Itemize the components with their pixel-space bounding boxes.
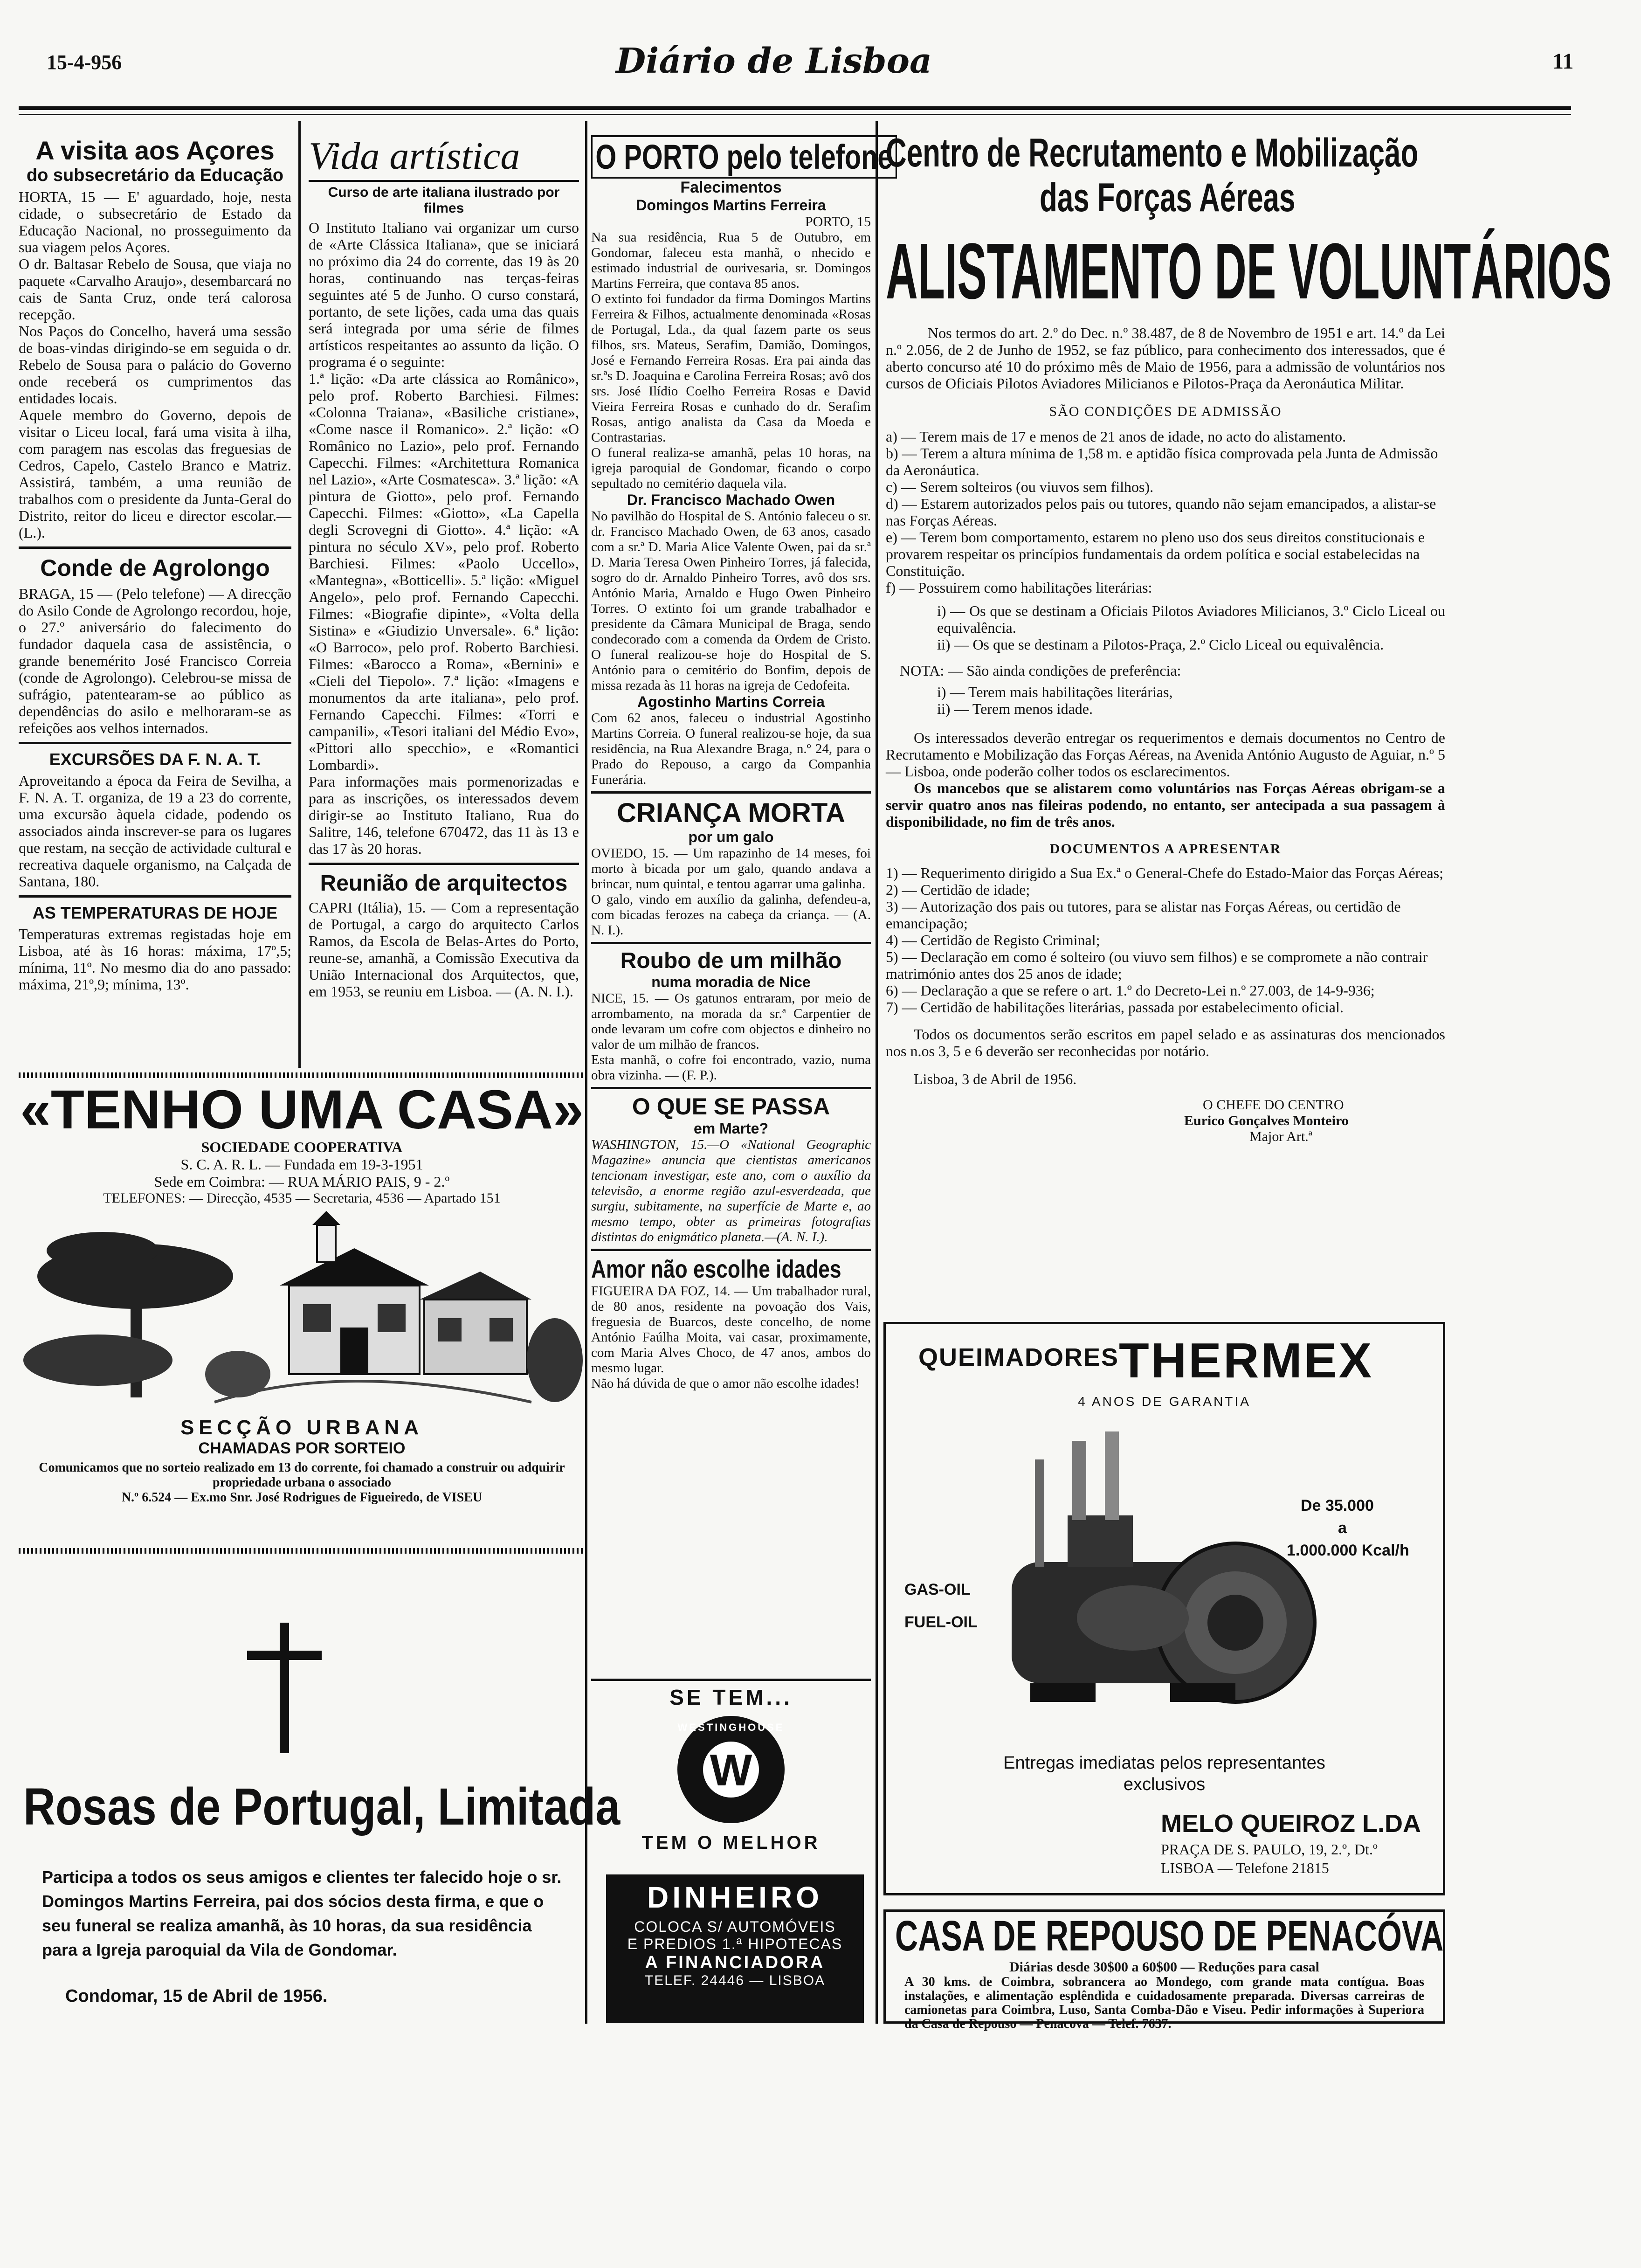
column-1 [19,135,291,993]
thermex-address: LISBOA — Telefone 21815 [1161,1860,1329,1876]
obituary-name: Agostinho Martins Correia [637,693,825,710]
masthead-rule-thin [19,114,1571,115]
vida-paragraph: O Instituto Italiano vai organizar um curso de «Arte Clássica Italiana», que se iniciará no próximo dia 24 do corrente, das 19 às 20 horas, continuando nas terças-feiras seguintes até 5 de Junho. O curso constará, portanto, de sete lições, cada uma das quais será integrada por uma série de filmes artísticos respeitantes ao assunto da lição. O programa é o seguinte: [309,219,579,370]
azores-paragraph: Aquele membro do Governo, depois de visitar o Liceu local, fará uma visita à ilha, com paragem nas escolas das freguesias de Cedros, Capelo, Castelo Branco e Matriz. Assistirá, também, a uma reunião de trabalhos com o presidente da Junta-Geral do Distrito, reitor do liceu e director escolar.—(L.). [19,407,291,541]
recruit-title: Centro de Recrutamento e Mobilização [886,131,1419,175]
penacova-title: CASA DE REPOUSO DE PENACÓVA [895,1912,1444,1960]
arquitectos-paragraph: CAPRI (Itália), 15. — Com a representação de Portugal, a cargo do arquitecto Carlos Ramos, da Escola de Belas-Artes do Porto, reune-se, amanhã, a Comissão Executiva da União Internacional dos Arquitectos, que, em 1953, se reuniu em Lisboa. — (A. N. I.). [309,899,579,1000]
column-2 [309,135,579,1000]
obituary-name: Domingos Martins Ferreira [636,197,826,214]
westinghouse-advert [591,1679,871,1865]
issue-date: 15-4-956 [47,51,122,74]
conditions-list [886,428,1445,596]
porto-headline: O PORTO pelo telefone [591,135,897,179]
dinheiro-line: E PREDIOS 1.ª HIPOTECAS [627,1936,843,1952]
thermex-firm: MELO QUEIROZ L.DA [1161,1810,1421,1838]
azores-paragraph: O dr. Baltasar Rebelo de Sousa, que viaja no paquete «Carvalho Araujo», desembarcará no cais de Santa Cruz, onde terá calorosa recepção. [19,256,291,323]
westinghouse-top: SE TEM... [669,1685,793,1709]
westinghouse-logo [677,1716,785,1823]
obituary-paragraph: O extinto foi fundador da firma Domingos Martins Ferreira & Filhos, actualmente denominada «Rosas de Portugal, Lda., da qual fazem parte os seus filhos, srs. Mateus, Serafim, Damião, Domingos, José e Fernando Ferreira Rosas. Era pai ainda das sr.ªs D. Joaquina e Carolina Ferreira Rosas; avô dos srs. José Ilídio Coelho Ferreira Rosas e David Vieira Ferreira Rosas e cunhado do dr. Serafim Rosas, antigo analista da Casa da Moeda e Contrastarias. [591,291,871,445]
column-rule [298,121,301,1068]
recruit-paragraph: Os interessados deverão entregar os requerimentos e demais documentos no Centro de Recrutamento e Mobilização das Forças Aéreas, na Avenida António Augusto de Aguiar, n.º 5 — Lisboa, onde poderão colher todos os esclarecimentos. [886,729,1445,780]
penacova-advert [883,1909,1445,2031]
casa-line: Sede em Coimbra: — RUA MÁRIO PAIS, 9 - 2.º [154,1173,450,1190]
thermex-range-3: 1.000.000 Kcal/h [1287,1542,1409,1559]
roubo-paragraph: Esta manhã, o cofre foi encontrado, vazio, numa obra vizinha. — (F. P.). [591,1052,871,1083]
thermex-fuel: FUEL-OIL [904,1613,978,1631]
amor-paragraph: Não há dúvida de que o amor não escolhe idades! [591,1376,860,1391]
ad-border [19,1072,585,1078]
casa-title: «TENHO UMA CASA» [20,1079,584,1141]
roubo-headline: Roubo de um milhão [620,948,842,973]
page-number: 11 [1552,49,1574,74]
cross-icon [280,1623,289,1753]
document-item: 7) — Certidão de habilitações literárias, passada por estabelecimento oficial. [886,999,1344,1016]
porto-subheadline: Falecimentos [680,179,782,196]
column-rule [585,121,587,2024]
document-item: 3) — Autorização dos pais ou tutores, para se alistar nas Forças Aéreas, ou certidão de emancipação; [886,898,1401,932]
cross-icon-bar [247,1651,322,1660]
thermex-exclusivos: exclusivos [1123,1775,1206,1794]
document-item: 4) — Certidão de Registo Criminal; [886,932,1100,948]
thermex-guarantee: 4 ANOS DE GARANTIA [1078,1394,1251,1409]
condition-item: f) — Possuirem como habilitações literárias: [886,579,1152,596]
thermex-address: PRAÇA DE S. PAULO, 19, 2.º, Dt.º [1161,1841,1378,1858]
column-rule [876,121,878,2024]
casa-society: SOCIEDADE COOPERATIVA [201,1139,403,1155]
penacova-body: A 30 kms. de Coimbra, sobrancera ao Mondego, com grande mata contígua. Boas instalações, e alimentação esplêndida e cuidadosamente preparada. Diversas carreiras de camionetas para Coimbra, Luso, Santa Comba-Dão e Viseu. Pedir informações à Superiora da Casa de Repouso — Penacova — Telef. 7637. [904,1975,1424,2031]
marte-headline: O QUE SE PASSA [632,1093,830,1120]
recruit-big-title: ALISTAMENTO DE VOLUNTÁRIOS [886,227,1612,316]
azores-headline: A visita aos Açores [35,136,275,165]
documents-list [886,864,1445,1016]
casa-associate: N.º 6.524 — Ex.mo Snr. José Rodrigues de Figueiredo, de VISEU [121,1490,483,1505]
vida-subheadline: Curso de arte italiana ilustrado por filmes [328,185,560,216]
arquitectos-headline: Reunião de arquitectos [320,871,568,896]
rosas-notice [19,1548,621,2024]
vida-paragraph: Para informações mais pormenorizadas e para as inscrições, os interessados devem dirigir-se ao Instituto Italiano, Rua do Salitre, 146, telefone 670472, das 11 às 13 e das 17 às 20 horas. [309,773,579,857]
casa-section: SECÇÃO URBANA [180,1416,424,1439]
burner-illustration [993,1422,1347,1749]
crianca-paragraph: OVIEDO, 15. — Um rapazinho de 14 meses, foi morto à bicada por um galo, quando andava a brincar, num quintal, e tentou agarrar uma galinha. [591,846,871,892]
thermex-range-1: De 35.000 [1301,1497,1374,1514]
preference-note: NOTA: — São ainda condições de preferência: [900,662,1181,679]
thermex-gas: GAS-OIL [904,1581,971,1598]
westinghouse-bottom: TEM O MELHOR [641,1832,820,1853]
document-item: 1) — Requerimento dirigido a Sua Ex.ª o General-Chefe do Estado-Maior das Forças Aéreas; [886,864,1444,881]
dinheiro-advert [606,1874,864,2023]
crianca-subheadline: por um galo [688,829,774,845]
masthead-rule [19,106,1571,110]
documents-title: DOCUMENTOS A APRESENTAR [1049,841,1282,857]
column-3 [591,135,893,1391]
recruit-chief: O CHEFE DO CENTRO [1203,1097,1344,1113]
recruit-chief-rank: Major Art.ª [1249,1129,1312,1144]
conde-headline: Conde de Agrolongo [40,555,270,581]
condition-sub-item: i) — Os que se destinam a Oficiais Pilotos Aviadores Milicianos, 3.º Ciclo Liceal ou equivalência. [937,602,1445,636]
preference-item: ii) — Terem menos idade. [937,700,1093,717]
temperaturas-paragraph: Temperaturas extremas registadas hoje em Lisboa, até às 16 horas: máxima, 17º,5; mínima, 11º. No mesmo dia do ano passado: máxima, 21º,9; mínima, 13º. [19,926,291,993]
obituary-paragraph: O funeral realiza-se amanhã, pelas 10 horas, na igreja paroquial de Gondomar, ficando o corpo sepultado no cemitério daquela vila. [591,445,871,491]
westinghouse-emblem: W [710,1745,752,1795]
westinghouse-brand: WESTINGHOUSE [677,1722,785,1733]
condition-item: e) — Terem bom comportamento, estarem no pleno uso dos seus direitos constitucionais e provarem respeitar os princípios fundamentais da ordem política e social estabelecidas na Constituição. [886,529,1425,579]
azores-paragraph: HORTA, 15 — E' aguardado, hoje, nesta cidade, o subsecretário de Estado da Educação Nacional, no prosseguimento da sua viagem pelos Açores. [19,188,291,256]
amor-headline: Amor não escolhe idades [591,1255,841,1283]
rosas-title: Rosas de Portugal, Limitada [23,1777,621,1836]
amor-paragraph: FIGUEIRA DA FOZ, 14. — Um trabalhador rural, de 80 anos, residente na povoação dos Vais, freguesia de Buarcos, deste concelho, de nome António Faúlha Moita, vai casar, proximamente, com Maria Alves Choco, de 47 anos, ambos do mesmo lugar. [591,1284,871,1376]
recruit-final-paragraph: Todos os documentos serão escritos em papel selado e as assinaturas dos mencionados nos n.os 3, 5 e 6 deverão ser reconhecidas por notário. [886,1026,1445,1059]
document-item: 2) — Certidão de idade; [886,881,1030,898]
vida-headline: Vida artística [309,134,520,178]
roubo-paragraph: NICE, 15. — Os gatunos entraram, por meio de arrombamento, na morada da sr.ª Carpentier de onde levaram um cofre com objectos e dinheiro no valor de um milhão de francos. [591,991,871,1052]
obituary-paragraph: Na sua residência, Rua 5 de Outubro, em Gondomar, faleceu esta manhã, o nhecido e estimado industrial de ourivesaria, sr. Domingos Martins Ferreira, que contava 85 anos. [591,230,871,291]
thermex-entregas: Entregas imediatas pelos representantes [1003,1753,1325,1773]
recruit-chief-name: Eurico Gonçalves Monteiro [1184,1113,1349,1128]
dinheiro-company: A FINANCIADORA [645,1953,825,1972]
notice-border [19,1548,585,1554]
recruitment-notice [886,131,1612,1145]
condition-item: c) — Serem solteiros (ou viuvos sem filhos). [886,478,1154,495]
condition-item: d) — Estarem autorizados pelos pais ou tutores, quando não sejam emancipados, a alistar-se nas Forças Aéreas. [886,495,1436,529]
preference-item: i) — Terem mais habilitações literárias, [937,684,1173,700]
azores-paragraph: Nos Paços do Concelho, haverá uma sessão de boas-vindas dirigindo-se em seguida o dr. Rebelo de Sousa para o palácio do Governo onde receberá os cumprimentos das entidades locais. [19,323,291,407]
document-item: 5) — Declaração em como é solteiro (ou viuvo sem filhos) e se compromete a não contrair matrimónio antes dos 25 anos de idade; [886,948,1428,982]
casa-chamadas: CHAMADAS POR SORTEIO [198,1439,406,1457]
conde-paragraph: BRAGA, 15 — (Pelo telefone) — A direcção do Asilo Conde de Agrolongo recordou, hoje, o 27.º aniversário do falecimento do fundador daquela casa de assistência, o grande benemérito José Francisco Correia (conde de Agrolongo). Celebrou-se missa de sufrágio, patentearam-se ao público as dependências do asilo e melhoraram-se as refeições aos velhos internados. [19,585,291,736]
thermex-advert [883,1322,1445,1895]
excursoes-headline: EXCURSÕES DA F. N. A. T. [49,750,261,769]
recruit-place-date: Lisboa, 3 de Abril de 1956. [914,1071,1077,1087]
thermex-title-b: THERMEX [1119,1333,1374,1388]
recruit-intro: Nos termos do art. 2.º do Dec. n.º 38.487, de 8 de Novembro de 1951 e art. 14.º da Lei n.º 2.056, de 2 de Junho de 1952, se faz público, para conhecimento dos interessados, que é aberto concurso até 10 do próximo mês de Maio de 1956, para a admissão de voluntários nos cursos de Oficiais Pilotos Aviadores Milicianos e Pilotos-Praça da Aeronáutica Militar. [886,325,1445,392]
condition-item: a) — Terem mais de 17 e menos de 21 anos de idade, no acto do alistamento. [886,428,1346,445]
newspaper-title: Diário de Lisboa [616,41,932,81]
casa-advert [19,1072,585,1539]
thermex-title-a: QUEIMADORES [918,1343,1119,1371]
roubo-subheadline: numa moradia de Nice [651,974,811,990]
house-illustration [19,1206,585,1416]
excursoes-paragraph: Aproveitando a época da Feira de Sevilha, a F. N. A. T. organiza, de 19 a 23 do corrente, uma excursão àquela cidade, podendo os associados ainda inscrever-se para os lugares que restam, na secção de actividade cultural e recreativa daquele organismo, na Calçada de Santana, 180. [19,772,291,890]
condition-item: b) — Terem a altura mínima de 1,58 m. e aptidão física comprovada pela Junta de Admissão da Aeronáutica. [886,445,1438,478]
temperaturas-headline: AS TEMPERATURAS DE HOJE [32,903,278,922]
marte-paragraph: WASHINGTON, 15.—O «National Geographic Magazine» anuncia que cientistas americanos tencionam investigar, este ano, com o auxílio da televisão, a enorme região azul-esverdeada, que surgiu, subitamente, na superfície de Marte e, ao mesmo tempo, obter as primeiras fotografias distintas do enigmático planeta.—(A. N. I.). [591,1137,871,1245]
rosas-body: Participa a todos os seus amigos e clientes ter falecido hoje o sr. Domingos Martins Ferreira, pai dos sócios desta firma, e que o seu funeral se realiza amanhã, às 10 horas, da sua residência para a Igreja paroquial da Vila de Gondomar. [42,1867,562,1959]
thermex-range-2: a [1338,1519,1347,1537]
porto-dateline: PORTO, 15 [805,214,871,229]
dinheiro-phone: TELEF. 24446 — LISBOA [644,1973,826,1988]
obituary-paragraph: No pavilhão do Hospital de S. António faleceu o sr. dr. Francisco Machado Owen, de 63 anos, casado com a sr.ª D. Maria Alice Valente Owen, pai da sr.ª D. Maria Teresa Owen Pinheiro Torres, já falecida, sogro do dr. Arnaldo Pinheiro Torres, avô dos srs. António Maria, Arnaldo e Hugo Owen Pinheiro Torres. O extinto foi um grande trabalhador e presidente da Câmara Municipal de Braga, sendo condecorado com a comenda da Ordem de Cristo. O funeral realizou-se hoje do Hospital de S. António para o cemitério do Bonfim, depois de missa rezada às 11 horas na igreja de Cedofeita. [591,509,871,693]
recruit-bold-paragraph: Os mancebos que se alistarem como voluntários nas Forças Aéreas obrigam-se a servir quatro anos nas fileiras podendo, no entanto, ser antecipada a sua passagem à disponibilidade, no fim de três anos. [886,780,1445,830]
casa-line: S. C. A. R. L. — Fundada em 19-3-1951 [180,1156,423,1173]
casa-body: Comunicamos que no sorteio realizado em 13 do corrente, foi chamado a construir ou adquirir propriedade urbana o associado [39,1460,565,1490]
dinheiro-title: DINHEIRO [647,1881,823,1914]
casa-line: TELEFONES: — Direcção, 4535 — Secretaria, 4536 — Apartado 151 [103,1190,501,1206]
document-item: 6) — Declaração a que se refere o art. 1.º do Decreto-Lei n.º 27.003, de 14-9-936; [886,982,1375,999]
dinheiro-line: COLOCA S/ AUTOMÓVEIS [634,1918,836,1935]
azores-subheadline: do subsecretário da Educação [26,166,284,185]
condition-sub-item: ii) — Os que se destinam a Pilotos-Praça, 2.º Ciclo Liceal ou equivalência. [937,636,1384,653]
penacova-prices: Diárias desde 30$00 a 60$00 — Reduções para casal [1009,1959,1319,1975]
obituary-name: Dr. Francisco Machado Owen [627,491,835,508]
vida-paragraph: 1.ª lição: «Da arte clássica ao Românico», pelo prof. Roberto Barchiesi. Filmes: «Colonna Traiana», «Basiliche cristiane», «Come nasce il Romanico». 2.ª lição: «O Românico no Lazio», pelo prof. Fernando Capecchi. Filmes: «Architettura Romanica nel Lazio», «Arte Cosmatesca». 3.ª lição: «A pintura de Giotto», pelo prof. Fernando Capecchi. Filmes: «Giotto», «La Capella degli Scrovegni di Giotto». 4.ª lição: «A pintura no século XV», pelo prof. Roberto Barchiesi. Filmes: «Paolo Uccello», «Mantegna», «Botticelli». 5.ª lição: «Miguel Angelo», pelo prof. Fernando Capecchi. Filmes: «Biografie dipinte», «Volta della Sistina» e «Giudizio Unversale». 6.ª lição: «O Barroco», pelo prof. Roberto Barchiesi. Filmes: «Barocco a Roma», «Bernini» e «Cieli del Tiepolo». 7.ª lição: «Imagens e monumentos da arte italiana», pelo prof. Fernando Capecchi. Filmes: «Torri e campanili», «Tesori italiani del Médio Evo», «Pittori allo specchio», e «Romantici Lombardi». [309,370,579,773]
recruit-title: das Forças Aéreas [1040,175,1296,220]
marte-subheadline: em Marte? [693,1120,769,1137]
rosas-signature: Condomar, 15 de Abril de 1956. [65,1986,328,2006]
crianca-paragraph: O galo, vindo em auxílio da galinha, defendeu-a, com bicadas ferozes na cabeça da criança. — (A. N. I.). [591,892,871,938]
crianca-headline: CRIANÇA MORTA [617,798,845,828]
obituary-paragraph: Com 62 anos, faleceu o industrial Agostinho Martins Correia. O funeral realizou-se hoje, da sua residência, na Rua Alexandre Braga, n.º 24, para o Prado do Repouso, a cargo da Companhia Funerária. [591,711,871,787]
conditions-title: SÃO CONDIÇÕES DE ADMISSÃO [1049,404,1282,419]
